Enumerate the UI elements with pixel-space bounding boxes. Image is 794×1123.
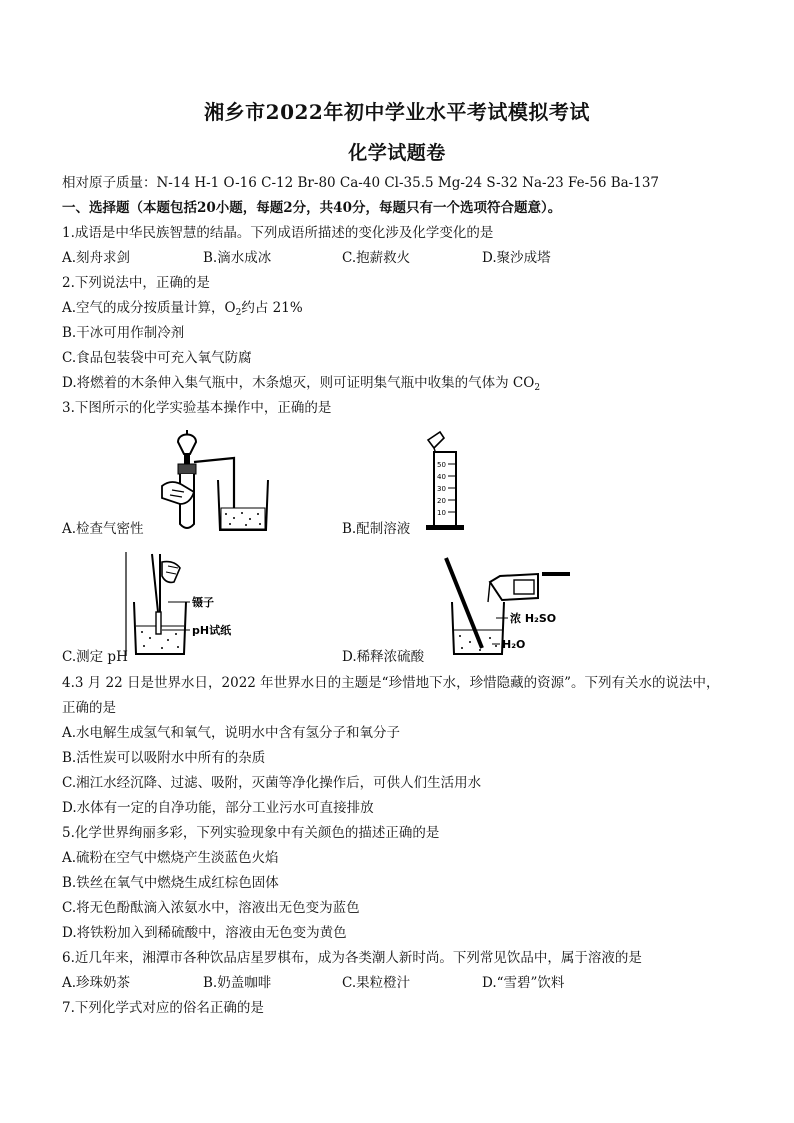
figure-ph-test [122,552,262,660]
q2-a-text: A.空气的成分按质量计算，O [62,300,236,316]
q4-option-b: B.活性炭可以吸附水中所有的杂质 [62,750,266,766]
q2-stem: 2.下列说法中，正确的是 [62,275,210,291]
cyl-tick-30: 30 [437,485,446,493]
label-conc-acid: 浓 H₂SO [510,612,557,625]
label-tweezers: 镊子 [192,596,214,609]
exam-subtitle: 化学试题卷 [348,142,446,164]
cyl-tick-40: 40 [437,473,446,481]
label-ph-paper: pH试纸 [192,624,232,637]
q3-option-d: D.稀释浓硫酸 [342,649,425,665]
q1-option-d: D.聚沙成塔 [482,250,551,266]
q2-d-subscript: 2 [534,383,541,393]
q3-option-a: A.检查气密性 [62,521,144,537]
figure-graduated-cylinder [410,430,480,532]
figure-dilute-acid [440,556,580,660]
q3-option-c: C.测定 pH [62,649,128,665]
q2-d-text: D.将燃着的木条伸入集气瓶中，木条熄灭，则可证明集气瓶中收集的气体为 CO [62,375,535,391]
q5-option-a: A.硫粉在空气中燃烧产生淡蓝色火焰 [62,850,279,866]
q2-a-subscript: 2 [235,308,242,318]
q2-option-c: C.食品包装袋中可充入氧气防腐 [62,350,252,366]
q4-stem-line2: 正确的是 [62,700,116,716]
q2-option-d [62,374,540,392]
q4-option-a: A.水电解生成氢气和氧气，说明水中含有氢分子和氧分子 [62,725,401,741]
q3-option-b: B.配制溶液 [342,521,411,537]
q3-stem: 3.下图所示的化学实验基本操作中，正确的是 [62,400,332,416]
q2-option-b: B.干冰可用作制冷剂 [62,325,185,341]
q4-option-c: C.湘江水经沉降、过滤、吸附，灭菌等净化操作后，可供人们生活用水 [62,775,482,791]
section-heading: 一、选择题（本题包括20小题，每题2分，共40分，每题只有一个选项符合题意）。 [62,200,562,216]
atomic-masses: 相对原子质量：N-14 H-1 O-16 C-12 Br-80 Ca-40 Cl-35.5 Mg-24 S-32 Na-23 Fe-56 Ba-137 [62,175,659,191]
q2-a-tail: 约占 21% [241,300,303,316]
q5-option-c: C.将无色酚酞滴入浓氨水中，溶液出无色变为蓝色 [62,900,360,916]
q6-option-d: D.“雪碧”饮料 [482,975,565,991]
cyl-tick-10: 10 [437,509,446,517]
cyl-tick-50: 50 [437,461,446,469]
label-water: H₂O [502,638,526,651]
q6-stem: 6.近几年来，湘潭市各种饮品店星罗棋布，成为各类潮人新时尚。下列常见饮品中，属于溶液的是 [62,950,642,966]
q1-option-c: C.抱薪救火 [342,250,411,266]
q5-option-b: B.铁丝在氧气中燃烧生成红棕色固体 [62,875,279,891]
q1-option-a: A.刻舟求剑 [62,250,131,266]
figure-airtightness-check [150,428,300,534]
q4-option-d: D.水体有一定的自净功能，部分工业污水可直接排放 [62,800,374,816]
q6-option-b: B.奶盖咖啡 [203,975,272,991]
q1-stem: 1.成语是中华民族智慧的结晶。下列成语所描述的变化涉及化学变化的是 [62,225,494,241]
exam-title: 湘乡市2022年初中学业水平考试模拟考试 [204,100,590,124]
q7-stem: 7.下列化学式对应的俗名正确的是 [62,1000,264,1016]
q5-stem: 5.化学世界绚丽多彩，下列实验现象中有关颜色的描述正确的是 [62,825,440,841]
q1-option-b: B.滴水成冰 [203,250,272,266]
cyl-tick-20: 20 [437,497,446,505]
q6-option-c: C.果粒橙汁 [342,975,411,991]
q5-option-d: D.将铁粉加入到稀硫酸中，溶液由无色变为黄色 [62,925,347,941]
q4-stem-line1: 4.3 月 22 日是世界水日，2022 年世界水日的主题是“珍惜地下水，珍惜隐藏的资源”。下列有关水的说法中， [62,675,720,691]
q6-option-a: A.珍珠奶茶 [62,975,131,991]
q2-option-a [62,299,303,317]
